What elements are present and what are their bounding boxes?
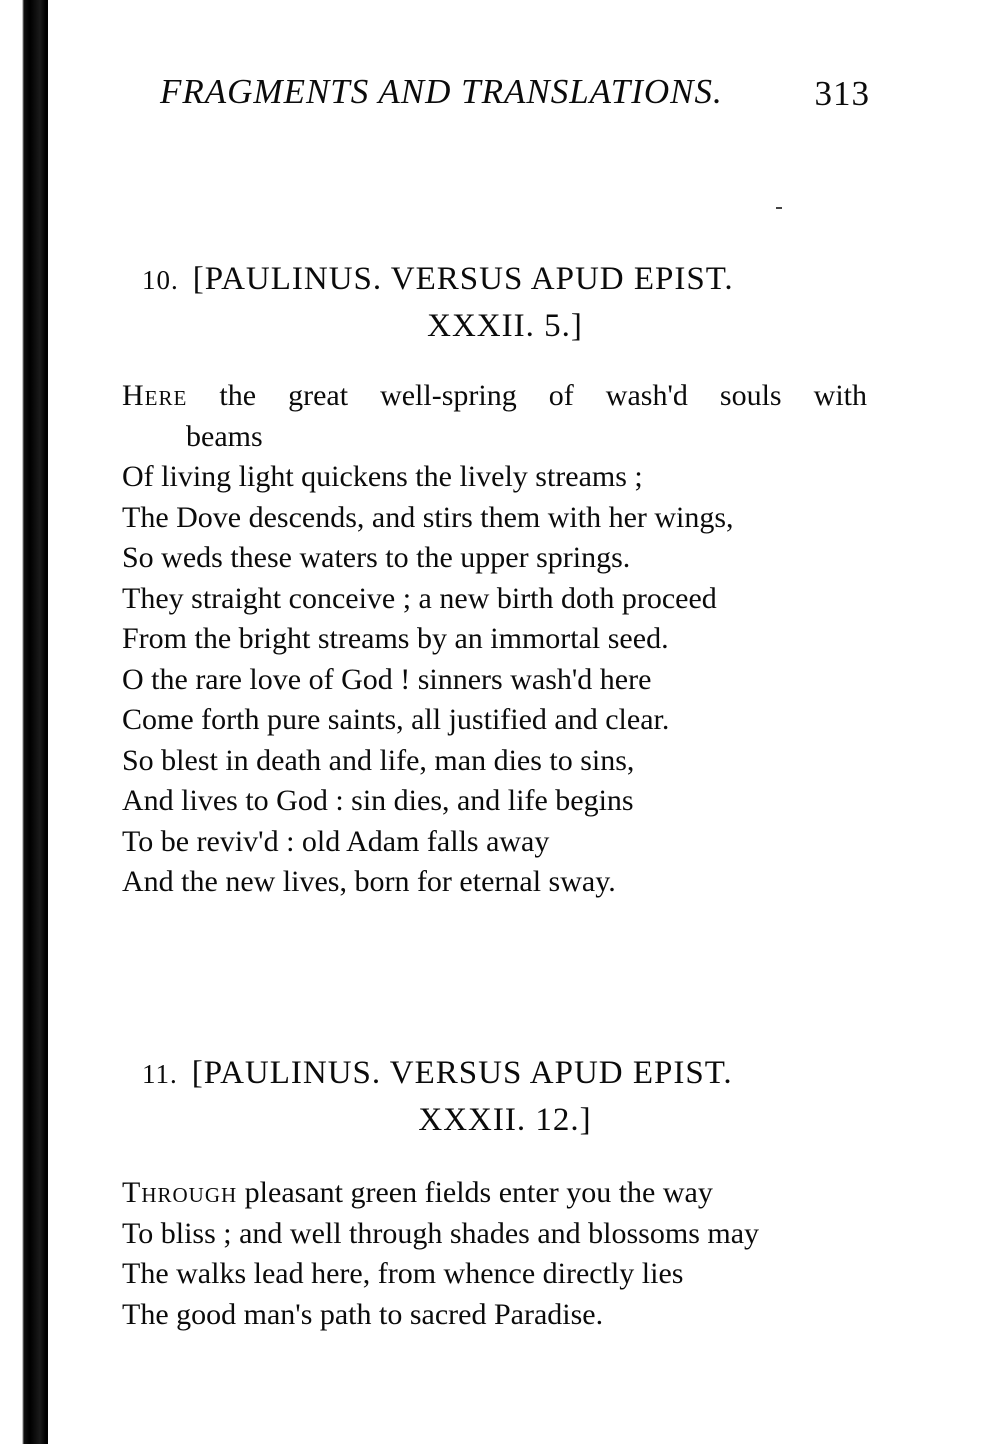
section-number: 10. xyxy=(142,265,179,295)
heading-reference: XXXII. 5.] xyxy=(427,308,583,344)
drop-word: Through xyxy=(122,1176,238,1209)
print-speck xyxy=(776,207,782,209)
poem-turnover-line: beams xyxy=(186,419,263,453)
section-10-heading xyxy=(120,256,865,349)
poem-line: The walks lead here, from whence directly lies xyxy=(122,1257,684,1290)
poem-first-line xyxy=(122,1173,867,1214)
poem-line: And the new lives, born for eternal sway. xyxy=(122,865,616,898)
running-head xyxy=(160,72,870,112)
heading-text: [PAULINUS. VERSUS APUD EPIST. xyxy=(192,261,734,297)
heading-line xyxy=(120,1050,865,1097)
section-number: 11. xyxy=(142,1059,178,1089)
poem-line: To be reviv'd : old Adam falls away xyxy=(122,824,550,858)
section-10-poem xyxy=(122,376,867,903)
section-11-heading xyxy=(120,1050,865,1143)
poem-line: They straight conceive ; a new birth doth proceed xyxy=(122,581,717,615)
first-line-text: the great well-spring of wash'd souls with xyxy=(187,379,867,412)
poem-line: Come forth pure saints, all justified and clear. xyxy=(122,703,670,736)
poem-line: The Dove descends, and stirs them with her wings, xyxy=(122,500,734,534)
poem-line: Of living light quickens the lively streams ; xyxy=(122,460,643,493)
poem-line: The good man's path to sacred Paradise. xyxy=(122,1297,604,1331)
poem-line: So blest in death and life, man dies to sins, xyxy=(122,743,635,777)
heading-reference: XXXII. 12.] xyxy=(418,1102,592,1138)
poem-line: So weds these waters to the upper springs. xyxy=(122,541,631,574)
section-11-poem xyxy=(122,1173,867,1335)
book-binding-edge xyxy=(10,0,48,1444)
page-number: 313 xyxy=(814,74,870,113)
first-line-text: pleasant green fields enter you the way xyxy=(237,1176,713,1209)
heading-line xyxy=(120,256,865,303)
poem-first-line xyxy=(122,376,867,417)
running-title: FRAGMENTS AND TRANSLATIONS. xyxy=(160,72,723,111)
poem-line: And lives to God : sin dies, and life begins xyxy=(122,784,634,817)
drop-word: Here xyxy=(122,379,188,412)
poem-line: O the rare love of God ! sinners wash'd here xyxy=(122,662,652,696)
heading-text: [PAULINUS. VERSUS APUD EPIST. xyxy=(191,1055,733,1091)
poem-line: To bliss ; and well through shades and blossoms may xyxy=(122,1216,760,1250)
poem-line: From the bright streams by an immortal seed. xyxy=(122,622,669,655)
